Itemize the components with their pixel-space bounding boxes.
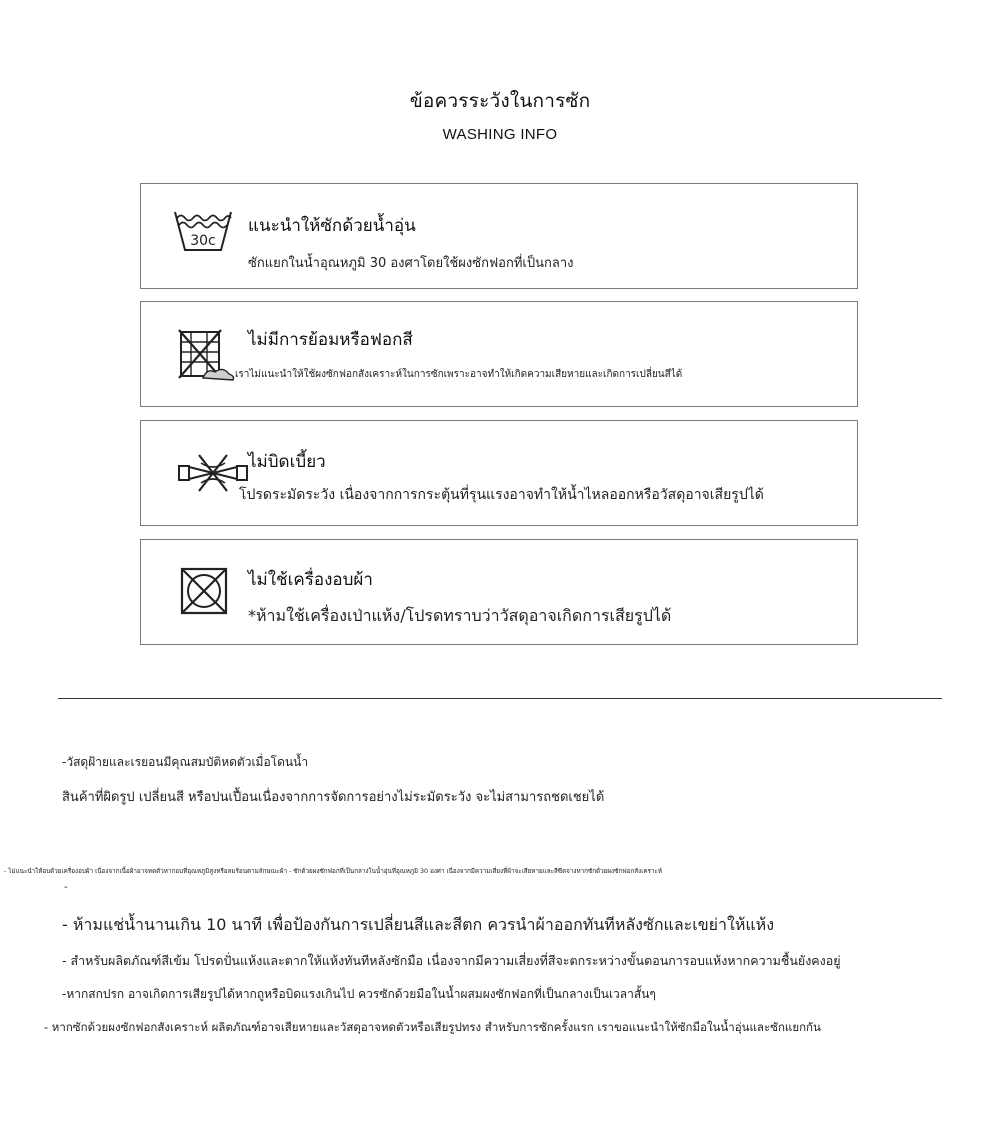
card-title: ไม่ใช้เครื่องอบผ้า: [248, 570, 373, 590]
card-description: ซักแยกในน้ำอุณหภูมิ 30 องศาโดยใช้ผงซักฟอกที่เป็นกลาง: [248, 256, 574, 271]
svg-text:30c: 30c: [190, 233, 216, 249]
card-description: *ห้ามใช้เครื่องเป่าแห้ง/โปรดทราบว่าวัสดุอาจเกิดการเสียรูปได้: [248, 606, 672, 625]
note-line: - ไม่แนะนำให้อบด้วยเครื่องอบผ้า เนื่องจากเนื้อผ้าอาจหดตัวหากอบที่อุณหภูมิสูงหรือลมร้อนตามลักษณะผ้า - ซักด้วยผงซักฟอกที่เป็นกลางในน้ำอุ่นที่อุณหภูมิ 30 องศา เนื่องจากมีความเสี่ยงที่ผ้าจะเสียหายและสีซีดจางหากซักด้วยผงซักฟอกสังเคราะห์: [4, 868, 663, 875]
card-title: ไม่บิดเบี้ยว: [248, 452, 326, 472]
care-card-no-bleach: [140, 301, 858, 407]
warm-wash-30-icon: [171, 206, 235, 254]
page-subtitle: WASHING INFO: [442, 126, 558, 143]
page-title: ข้อควรระวังในการซัก: [409, 90, 591, 112]
note-line: -หากสกปรก อาจเกิดการเสียรูปได้หากถูหรือบิดแรงเกินไป ควรซักด้วยมือในน้ำผสมผงซักฟอกที่เป็นกลางเป็นเวลาสั้นๆ: [62, 987, 656, 1001]
note-line: - ห้ามแช่น้ำนานเกิน 10 นาที เพื่อป้องกันการเปลี่ยนสีและสีตก ควรนำผ้าออกทันทีหลังซักและเขย่าให้แห้ง: [62, 915, 775, 934]
note-line: -วัสดุฝ้ายและเรยอนมีคุณสมบัติหดตัวเมื่อโดนน้ำ: [62, 755, 309, 769]
do-not-tumble-dry-icon: [179, 566, 229, 616]
card-description: โปรดระมัดระวัง เนื่องจากการกระตุ้นที่รุนแรงอาจทำให้น้ำไหลออกหรือวัสดุอาจเสียรูปได้: [239, 487, 764, 503]
note-line: สินค้าที่ผิดรูป เปลี่ยนสี หรือปนเปื้อนเนื่องจากการจัดการอย่างไม่ระมัดระวัง จะไม่สามารถชดเชยได้: [62, 790, 605, 805]
card-title: ไม่มีการย้อมหรือฟอกสี: [248, 330, 413, 350]
divider: [58, 698, 942, 699]
note-line: -: [64, 882, 68, 893]
note-line: - สำหรับผลิตภัณฑ์สีเข้ม โปรดปั่นแห้งและตากให้แห้งทันทีหลังซักมือ เนื่องจากมีความเสี่ยงที่สีจะตกระหว่างขั้นตอนการอบแห้งหากความชื้นยังคงอยู่: [62, 953, 841, 968]
card-title: แนะนำให้ซักด้วยน้ำอุ่น: [248, 216, 416, 236]
care-card-do-not-wring: [140, 420, 858, 526]
care-card-do-not-tumble-dry: [140, 539, 858, 645]
care-card-warm-wash: [140, 183, 858, 289]
no-bleach-icon: [177, 324, 237, 384]
card-description: เราไม่แนะนำให้ใช้ผงซักฟอกสังเคราะห์ในการซักเพราะอาจทำให้เกิดความเสียหายและเกิดการเปลี่ยนสีได้: [235, 369, 683, 380]
note-line: - หากซักด้วยผงซักฟอกสังเคราะห์ ผลิตภัณฑ์อาจเสียหายและวัสดุอาจหดตัวหรือเสียรูปทรง สำหรับการซักครั้งแรก เราขอแนะนำให้ซักมือในน้ำอุ่นและซักแยกกัน: [44, 1020, 821, 1034]
header: [0, 86, 1000, 143]
